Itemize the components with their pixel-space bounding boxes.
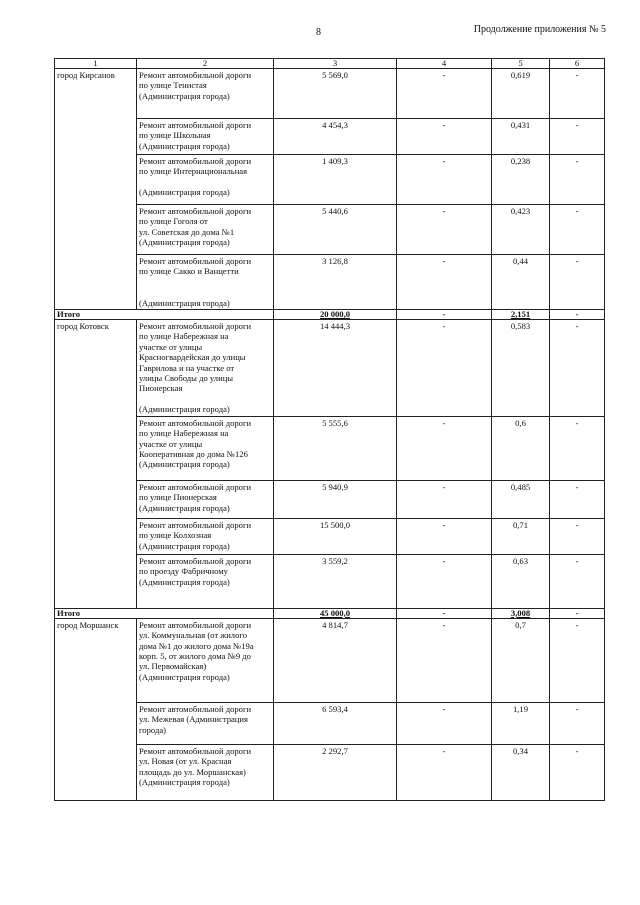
column-header: 2 [137,59,274,69]
amount-cell: 3 126,8 [274,255,397,310]
col6-cell: - [550,205,605,255]
col6-cell: - [550,119,605,155]
municipality-cell: город Кирсанов [55,69,137,310]
length-cell: 0,34 [492,744,550,800]
description-cell: Ремонт автомобильной дороги ул. Новая (от ул. Красная площадь до ул. Моршанская) (Администрация города) [137,744,274,800]
table-row [55,155,605,205]
col4-cell: - [397,480,492,518]
amount-cell: 5 940,9 [274,480,397,518]
length-cell: 0,44 [492,255,550,310]
page-number: 8 [316,27,321,38]
table-row [55,518,605,554]
table-row [55,69,605,119]
municipality-cell: город Котовск [55,320,137,609]
column-header: 3 [274,59,397,69]
amount-cell: 1 409,3 [274,155,397,205]
col4-cell: - [397,744,492,800]
length-cell: 0,423 [492,205,550,255]
col4-cell: - [397,155,492,205]
total-label: Итого [55,310,274,320]
col6-cell: - [550,155,605,205]
continuation-note: Продолжение приложения № 5 [473,24,606,35]
length-cell: 1,19 [492,702,550,744]
table-row [55,255,605,310]
total-col4: - [397,608,492,618]
table-row [55,744,605,800]
description-cell: Ремонт автомобильной дороги по улице Набережная на участке от улицы Красногвардейская до улицы Гаврилова и на участке от улицы Свободы до улицы Пионерская (Администрация города) [137,320,274,417]
amount-cell: 4 454,3 [274,119,397,155]
description-cell: Ремонт автомобильной дороги ул. Коммунальная (от жилого дома №1 до жилого дома №19а корп. 5, от жилого дома №9 до ул. Первомайская) (Администрация города) [137,618,274,702]
total-length: 3,008 [492,608,550,618]
length-cell: 0,238 [492,155,550,205]
length-cell: 0,583 [492,320,550,417]
amount-cell: 3 559,2 [274,554,397,608]
col4-cell: - [397,554,492,608]
description-cell: Ремонт автомобильной дороги по улице Набережная на участке от улицы Кооперативная до дома №126 (Администрация города) [137,416,274,480]
col6-cell: - [550,518,605,554]
amount-cell: 4 814,7 [274,618,397,702]
col4-cell: - [397,320,492,417]
total-col6: - [550,310,605,320]
total-label: Итого [55,608,274,618]
total-amount: 45 000,0 [274,608,397,618]
column-header: 6 [550,59,605,69]
length-cell: 0,485 [492,480,550,518]
description-cell: Ремонт автомобильной дороги по улице Тенистая (Администрация города) [137,69,274,119]
col6-cell: - [550,744,605,800]
column-header: 4 [397,59,492,69]
length-cell: 0,431 [492,119,550,155]
total-col4: - [397,310,492,320]
table-row [55,554,605,608]
amount-cell: 15 500,0 [274,518,397,554]
table-row [55,618,605,702]
col4-cell: - [397,205,492,255]
description-cell: Ремонт автомобильной дороги по улице Гоголя от ул. Советская до дома №1 (Администрация города) [137,205,274,255]
description-cell: Ремонт автомобильной дороги по улице Интернациональная (Администрация города) [137,155,274,205]
col6-cell: - [550,554,605,608]
amount-cell: 5 569,0 [274,69,397,119]
column-header: 5 [492,59,550,69]
table-row [55,205,605,255]
total-length: 2,151 [492,310,550,320]
description-cell: Ремонт автомобильной дороги ул. Межевая (Администрация города) [137,702,274,744]
amount-cell: 5 440,6 [274,205,397,255]
col4-cell: - [397,119,492,155]
column-number-row [55,59,605,69]
description-cell: Ремонт автомобильной дороги по улице Пионерская (Администрация города) [137,480,274,518]
road-repair-table [54,58,605,801]
col4-cell: - [397,702,492,744]
col6-cell: - [550,702,605,744]
total-row [55,310,605,320]
amount-cell: 6 593,4 [274,702,397,744]
description-cell: Ремонт автомобильной дороги по улице Сакко и Ванцетти (Администрация города) [137,255,274,310]
length-cell: 0,6 [492,416,550,480]
col6-cell: - [550,69,605,119]
col6-cell: - [550,480,605,518]
amount-cell: 14 444,3 [274,320,397,417]
table-row [55,480,605,518]
description-cell: Ремонт автомобильной дороги по улице Школьная (Администрация города) [137,119,274,155]
col4-cell: - [397,255,492,310]
length-cell: 0,619 [492,69,550,119]
col6-cell: - [550,320,605,417]
col4-cell: - [397,69,492,119]
col6-cell: - [550,618,605,702]
table-row [55,416,605,480]
amount-cell: 5 555,6 [274,416,397,480]
length-cell: 0,71 [492,518,550,554]
col4-cell: - [397,416,492,480]
total-col6: - [550,608,605,618]
column-header: 1 [55,59,137,69]
length-cell: 0,63 [492,554,550,608]
total-amount: 20 000,0 [274,310,397,320]
col4-cell: - [397,518,492,554]
table-row [55,320,605,417]
total-row [55,608,605,618]
description-cell: Ремонт автомобильной дороги по проезду Фабричному (Администрация города) [137,554,274,608]
amount-cell: 2 292,7 [274,744,397,800]
col6-cell: - [550,255,605,310]
municipality-cell: город Моршанск [55,618,137,800]
length-cell: 0,7 [492,618,550,702]
description-cell: Ремонт автомобильной дороги по улице Колхозная (Администрация города) [137,518,274,554]
table-row [55,702,605,744]
col4-cell: - [397,618,492,702]
col6-cell: - [550,416,605,480]
table-row [55,119,605,155]
